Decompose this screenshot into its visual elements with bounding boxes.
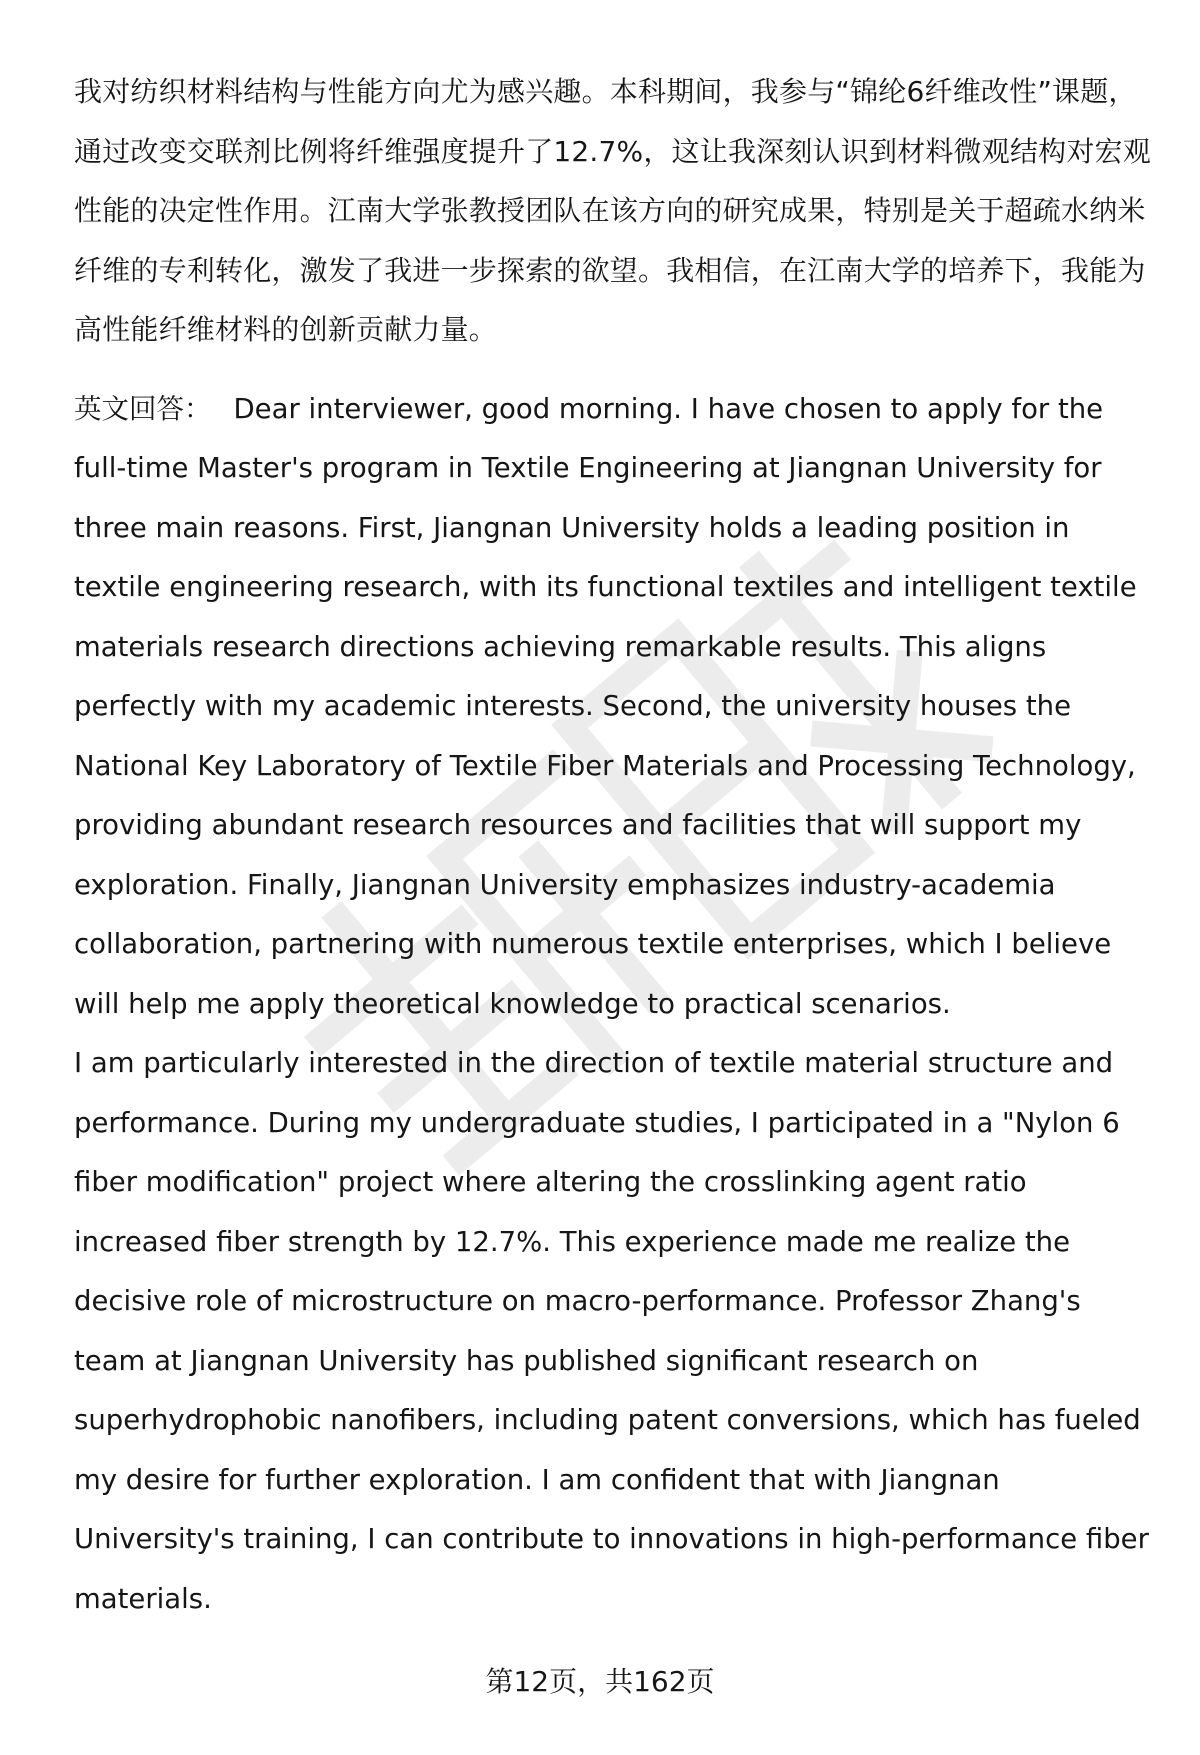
english-answer-text-1: Dear interviewer, good morning. I have chosen to apply for the full-time Master's program in Textile Engineering at Jiangnan University for three main reasons. First, Jiangnan University holds a leading position in textile engineering research, with its functional textiles and intelligent textile materials research directions achieving remarkable results. This aligns perfectly with my academic interests. Second, the university houses the National Key Laboratory of Textile Fiber Materials and Processing Technology, providing abundant research resources and facilities that will support my exploration. Finally, Jiangnan University emphasizes industry-academia collaboration, partnering with numerous textile enterprises, which I believe will help me apply theoretical knowledge to practical scenarios.	[74, 392, 1137, 1020]
document-body	[74, 62, 1154, 1629]
english-answer-paragraph-2: I am particularly interested in the direction of textile material structure and performance. During my undergraduate studies, I participated in a "Nylon 6 fiber modification" project where altering the crosslinking agent ratio increased fiber strength by 12.7%. This experience made me realize the decisive role of microstructure on macro-performance. Professor Zhang's team at Jiangnan University has published significant research on superhydrophobic nanofibers, including patent conversions, which has fueled my desire for further exploration. I am confident that with Jiangnan University's training, I can contribute to innovations in high-performance fiber materials.	[74, 1047, 1149, 1615]
english-answer-label: 英文回答：	[74, 392, 212, 425]
english-answer-paragraph	[74, 380, 1154, 1035]
chinese-answer-paragraph: 我对纺织材料结构与性能方向尤为感兴趣。本科期间，我参与“锦纶6纤维改性”课题，通过改变交联剂比例将纤维强度提升了12.7%，这让我深刻认识到材料微观结构对宏观性能的决定性作用。江南大学张教授团队在该方向的研究成果，特别是关于超疏水纳米纤维的专利转化，激发了我进一步探索的欲望。我相信，在江南大学的培养下，我能为高性能纤维材料的创新贡献力量。	[74, 75, 1151, 346]
page-number-footer: 第12页，共162页	[485, 1665, 715, 1698]
